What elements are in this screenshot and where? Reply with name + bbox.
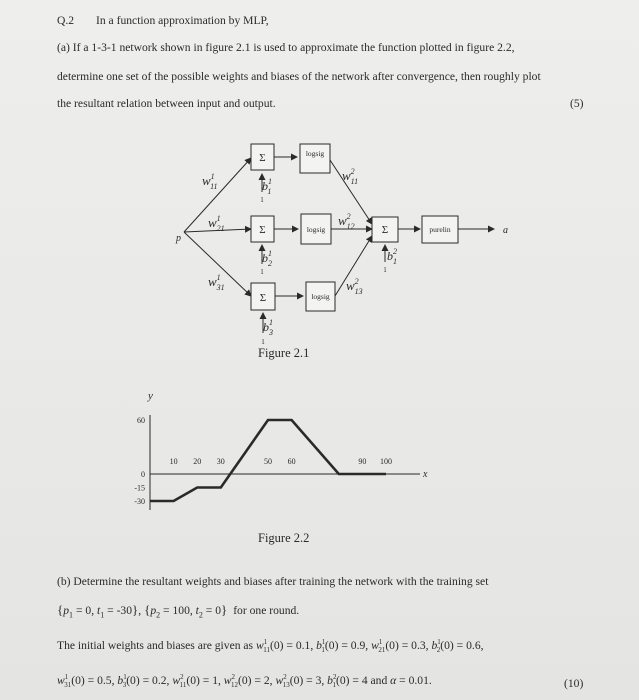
part-b-marks: (10) (564, 677, 584, 690)
x-tick-label: 30 (216, 457, 225, 466)
output-label: a (503, 225, 508, 236)
part-a-line-2: determine one set of the possible weights and biases of the network after convergence, then roughly plot (57, 70, 541, 83)
bias-source-3: 1 (261, 338, 265, 346)
function-plot (0, 380, 639, 530)
purelin-label: purelin (429, 225, 451, 234)
training-set: {$p_1 = 0$, $t_1 = -30$}, {$p_2 = 100$, $t_2 = 0$} for one round. (57, 602, 300, 620)
input-label: p (176, 233, 181, 244)
weight-w1-11: $w^1$ 11 (202, 172, 218, 191)
part-a-marks: (5) (570, 97, 584, 110)
weight-w2-11: $w^2$ 11 (342, 167, 359, 186)
x-tick-label: 90 (358, 457, 367, 466)
question-number: Q.2 (57, 14, 75, 27)
x-tick-label: 50 (264, 457, 272, 466)
weight-w1-21: $w^1$ 21 (208, 214, 225, 233)
x-tick-label: 20 (193, 457, 202, 466)
weight-w2-13: $w^2$ 13 (346, 277, 363, 296)
initial-params-line-1: The initial weights and biases are given as $w^1_{11}(0) = 0.1$, $b^1_1(0) = 0.9$, $w^1_{21}(0) = 0.3$, $b^1_2(0) = 0.6$, (57, 638, 484, 655)
y-tick-label: 60 (137, 416, 145, 425)
part-b-line-1: (b) Determine the resultant weights and biases after training the network with the training set (57, 575, 489, 588)
part-a-line-3: the resultant relation between input and output. (57, 97, 276, 110)
y-axis-label: y (148, 390, 153, 402)
bias-b1-1: $b^1$ 1 (262, 177, 272, 196)
bias-source-1: 1 (260, 196, 264, 204)
weight-w2-12: $w^2$ 12 (338, 212, 355, 231)
sum-symbol-2: Σ (259, 224, 266, 236)
x-axis-label: x (423, 469, 428, 480)
initial-params-line-2: $w^1_{31}(0) = 0.5$, $b^1_3(0) = 0.2$, $w^2_{11}(0) = 1$, $w^2_{12}(0) = 2$, $w^2_{13}(0) = 3$, $b^2_1(0) = 4$ and α = 0.01. (57, 673, 432, 690)
x-tick-label: 10 (169, 457, 178, 466)
weight-w1-31: $w^1$ 31 (208, 273, 225, 292)
bias-b1-2: $b^1$ 2 (262, 249, 272, 268)
bias-b1-3: $b^1$ 3 (263, 318, 273, 337)
x-tick-label: 60 (287, 457, 296, 466)
logsig-label-2: logsig (306, 225, 326, 234)
figure-2-1-caption: Figure 2.1 (258, 346, 310, 360)
bias-source-2: 1 (260, 268, 264, 276)
y-tick-label: 0 (141, 470, 145, 479)
part-b-line-2-suffix: for one round. (233, 604, 300, 617)
y-tick-label: -15 (134, 483, 145, 493)
logsig-label-1: logsig (305, 149, 325, 158)
logsig-label-3: logsig (311, 292, 330, 301)
bias-source-out: 1 (383, 266, 387, 274)
sum-symbol-out: Σ (381, 224, 389, 236)
sum-symbol-1: Σ (259, 152, 266, 164)
x-tick-label: 100 (380, 457, 392, 466)
y-tick-label: -30 (134, 497, 145, 506)
question-title: In a function approximation by MLP, (96, 14, 269, 27)
figure-2-2-caption: Figure 2.2 (258, 531, 310, 545)
bias-b2-1: $b^2$ 1 (387, 247, 397, 266)
sum-symbol-3: Σ (259, 292, 267, 304)
part-a-line-1: (a) If a 1-3-1 network shown in figure 2.1 is used to approximate the function plotted in figure 2.2, (57, 41, 515, 54)
